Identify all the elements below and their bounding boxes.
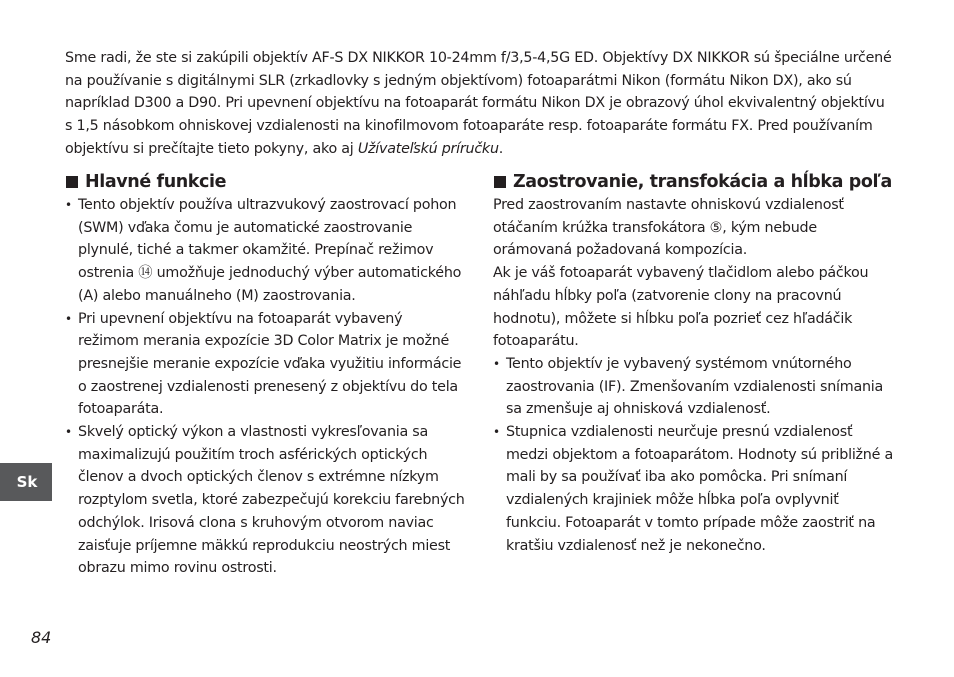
square-bullet-icon (66, 176, 78, 188)
list-item: • Tento objektív používa ultrazvukový zaostrovací pohon (SWM) vďaka čomu je automatické zaostrovanie plynulé, tiché a takmer okamžité. Prepínač režimov ostrenia ⑭ umožňuje jednoduchý výber automatického (A) alebo manuálneho (M) zaostrovania. (65, 194, 465, 308)
focusing-paragraph-2: Ak je váš fotoaparát vybavený tlačidlom alebo páčkou náhľadu hĺbky poľa (zatvorenie clony na pracovnú hodnotu), môžete si hĺbku poľa pozrieť cez hľadáčik fotoaparátu. (493, 265, 869, 350)
list-item: • Pri upevnení objektívu na fotoaparát vybavený režimom merania expozície 3D Color Matrix je možné presnejšie meranie expozície vďaka využitiu informácie o zaostrenej vzdialenosti prenesený z objektívu do tela fotoaparáta. (65, 308, 465, 422)
focusing-section (493, 172, 893, 557)
page-number: 84 (31, 628, 52, 647)
list-item: • Skvelý optický výkon a vlastnosti vykresľovania sa maximalizujú použitím troch asférických optických členov a dvoch optických členov s extrémne nízkym rozptylom svetla, ktoré zabezpečujú korekciu farebných odchýlok. Irisová clona s kruhovým otvorom naviac zaisťuje príjemne mäkkú reprodukciu neostrých miest obrazu mimo rovinu ostrosti. (65, 421, 465, 580)
features-heading (65, 172, 465, 193)
intro-text: Sme radi, že ste si zakúpili objektív AF-S DX NIKKOR 10-24mm f/3,5-4,5G ED. Objektívy DX NIKKOR sú špeciálne určené na používanie s digitálnymi SLR (zrkadlovky s jedným objektívom) fotoaparátmi Nikon (formátu Nikon DX), ako sú napríklad D300 a D90. Pri upevnení objektívu na fotoaparát formátu Nikon DX je obrazový úhol ekvivalentný objektívu s 1,5 násobkom ohniskovej vzdialenosti na kinofilmovom fotoaparáte resp. fotoaparáte formátu FX. Pred používaním objektívu si prečítajte tieto pokyny, ako aj (65, 50, 892, 157)
features-section (65, 172, 465, 580)
intro-paragraph (65, 47, 895, 161)
intro-italic-title: Užívateľskú príručku (357, 140, 499, 157)
focusing-list (493, 353, 893, 557)
intro-end: . (498, 140, 504, 157)
features-list (65, 194, 465, 580)
square-bullet-icon (494, 176, 506, 188)
focusing-heading-text: Zaostrovanie, transfokácia a hĺbka poľa (513, 172, 892, 192)
list-item: • Stupnica vzdialenosti neurčuje presnú vzdialenosť medzi objektom a fotoaparátom. Hodnoty sú približné a mali by sa používať iba ako pomôcka. Pri snímaní vzdialených krajiniek môže hĺbka poľa ovplyvniť funkciu. Fotoaparát v tomto prípade môže zaostriť na kratšiu vzdialenosť než je nekonečno. (493, 421, 893, 557)
focusing-heading (493, 172, 893, 193)
features-heading-text: Hlavné funkcie (85, 172, 227, 192)
language-tab: Sk (0, 463, 52, 501)
focusing-paragraph-1: Pred zaostrovaním nastavte ohniskovú vzdialenosť otáčaním krúžka transfokátora ⑤, kým nebude orámovaná požadovaná kompozícia. (493, 197, 844, 259)
list-item: • Tento objektív je vybavený systémom vnútorného zaostrovania (IF). Zmenšovaním vzdialenosti snímania sa zmenšuje aj ohnisková vzdialenosť. (493, 353, 893, 421)
